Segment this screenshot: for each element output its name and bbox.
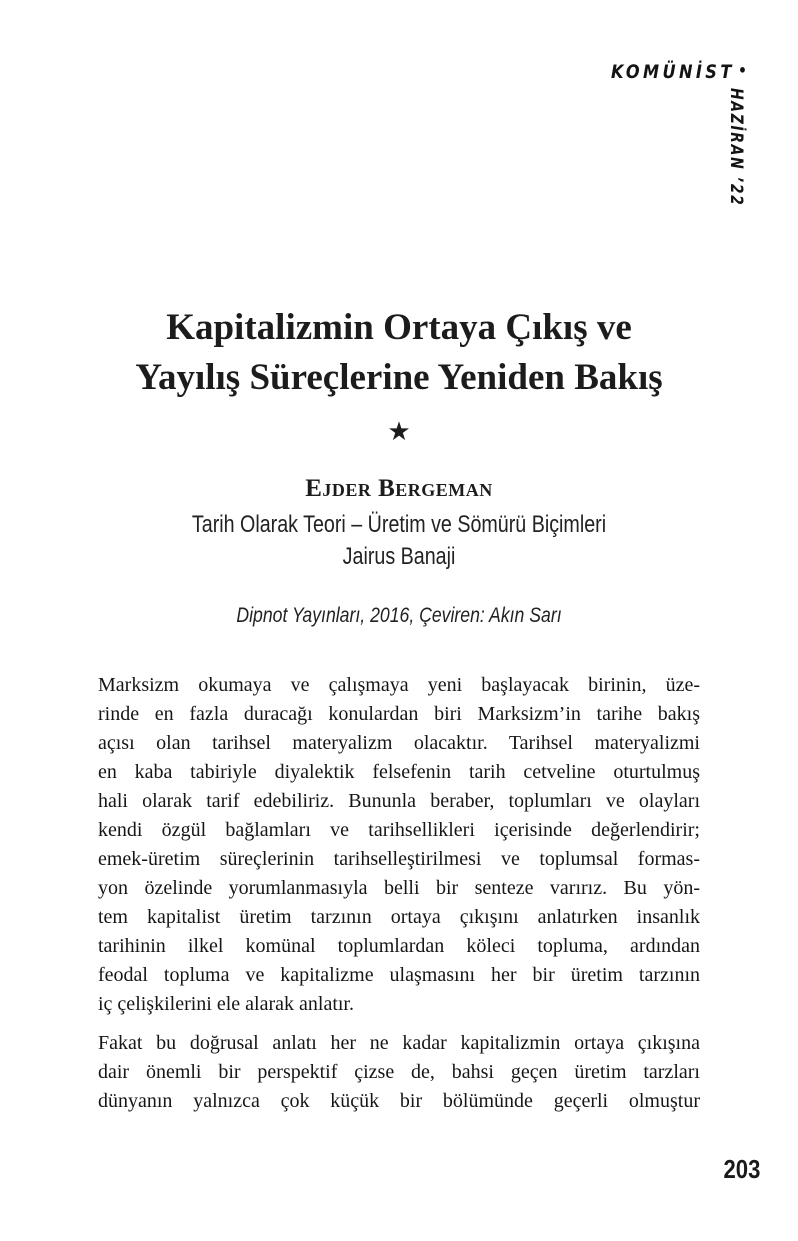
article-title-line-1: Kapitalizmin Ortaya Çıkış ve: [166, 307, 632, 348]
magazine-header: [611, 61, 747, 83]
body-line: feodal topluma ve kapitalizme ulaşmasını her bir üretim tarzının: [98, 964, 700, 986]
reviewed-book: [72, 509, 726, 573]
paragraph-2: [98, 1029, 700, 1116]
body-line: rinde en fazla duracağı konulardan biri Marksizm’in tarihe bakış: [98, 703, 700, 725]
header-bullet-icon: •: [738, 61, 747, 80]
body-line: Fakat bu doğrusal anlatı her ne kadar kapitalizmin ortaya çıkışına: [98, 1032, 700, 1054]
body-line: dair önemli bir perspektif çizse de, bahsi geçen üretim tarzları: [98, 1061, 700, 1083]
article-title-line-2: Yayılış Süreçlerine Yeniden Bakış: [135, 357, 663, 398]
article-body: [98, 671, 700, 1116]
publication-info: Dipnot Yayınları, 2016, Çeviren: Akın Sarı: [236, 604, 562, 627]
body-line: Marksizm okumaya ve çalışmaya yeni başlayacak birinin, üze-: [98, 674, 700, 696]
author-name: Ejder Bergeman: [305, 475, 493, 502]
body-line: tem kapitalist üretim tarzının ortaya çıkışını anlatırken insanlık: [98, 906, 700, 928]
body-line: iç çelişkilerini ele alarak anlatır.: [98, 993, 354, 1015]
body-line: kendi özgül bağlamları ve tarihsellikleri içerisinde değerlendirir;: [98, 819, 700, 841]
star-divider-icon: ★: [387, 417, 411, 446]
body-line: yon özelinde yorumlanmasıyla belli bir senteze varırız. Bu yön-: [98, 877, 700, 899]
article-title: [0, 303, 798, 403]
body-line: emek-üretim süreçlerinin tarihselleştirilmesi ve toplumsal formas-: [98, 848, 700, 870]
body-line: hali olarak tarif edebiliriz. Bununla beraber, toplumları ve olayları: [98, 790, 700, 812]
body-line: dünyanın yalnızca çok küçük bir bölümünde geçerli olmuştur: [98, 1090, 700, 1112]
book-author: Jairus Banaji: [342, 543, 456, 570]
body-line: açısı olan tarihsel materyalizm olacaktır. Tarihsel materyalizmi: [98, 732, 700, 754]
body-line: tarihinin ilkel komünal toplumlardan köleci topluma, ardından: [98, 935, 700, 957]
magazine-title: KOMÜNİST: [611, 61, 735, 83]
body-line: en kaba tabiriyle diyalektik felsefenin tarih cetveline oturtulmuş: [98, 761, 700, 783]
article-head: [0, 303, 798, 629]
paragraph-1: [98, 671, 700, 1019]
page-number: 203: [723, 1154, 760, 1184]
issue-date-vertical: HAZİRAN ’22: [726, 88, 746, 207]
book-title: Tarih Olarak Teori – Üretim ve Sömürü Biçimleri: [191, 511, 607, 538]
